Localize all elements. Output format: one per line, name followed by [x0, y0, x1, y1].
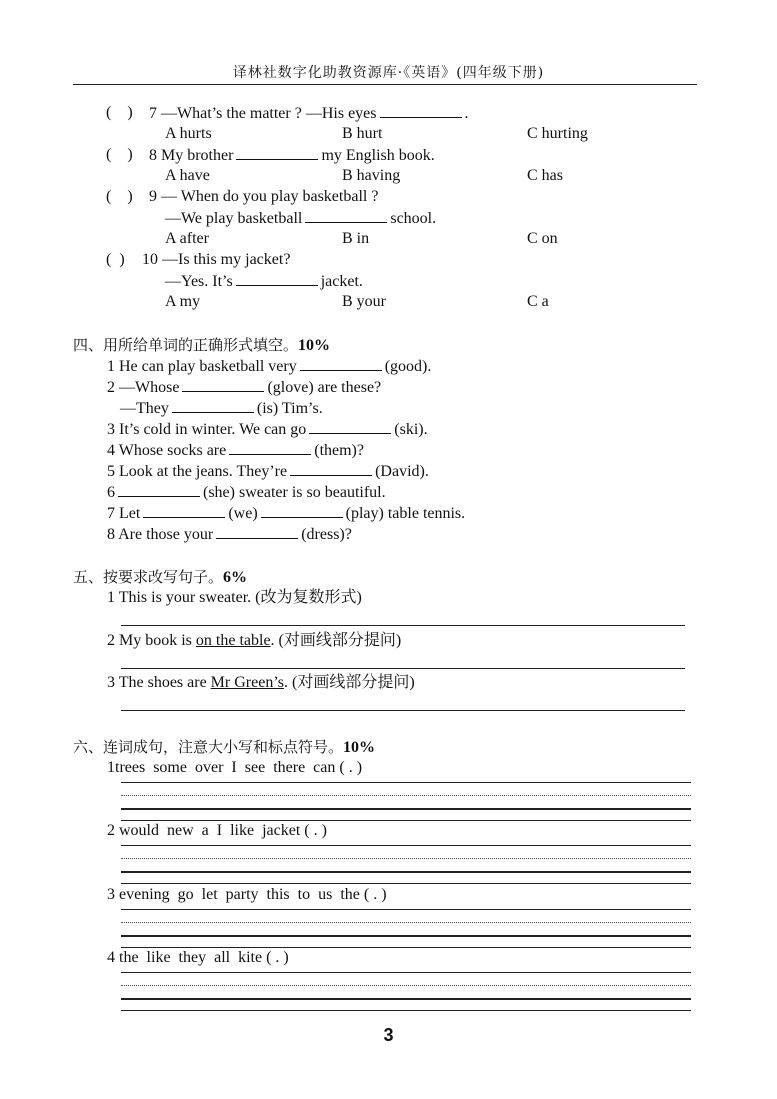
answer-blank[interactable]	[118, 482, 200, 497]
writing-baseline[interactable]	[121, 871, 691, 873]
rewrite-item-2: 2 My book is on the table. (对画线部分提问)	[107, 632, 402, 649]
answer-line[interactable]	[121, 625, 685, 626]
writing-line-dotted	[121, 858, 691, 859]
answer-blank[interactable]	[300, 356, 382, 371]
answer-blank[interactable]	[236, 145, 318, 160]
answer-blank[interactable]	[143, 503, 225, 518]
writing-line[interactable]	[121, 909, 691, 910]
question-8: 8 My brother my English book.	[149, 147, 435, 164]
writing-line-dotted	[121, 795, 691, 796]
fill-item-5: 5 Look at the jeans. They’re (David).	[107, 463, 429, 480]
fill-item-2: 2 —Whose (glove) are these?	[107, 379, 382, 396]
option-a: A have	[165, 167, 210, 184]
option-a: A my	[165, 293, 201, 310]
writing-baseline[interactable]	[121, 935, 691, 937]
fill-item-6: 6 (she) sweater is so beautiful.	[107, 484, 386, 501]
question-9-line2: —We play basketball school.	[165, 210, 437, 227]
rewrite-item-1: 1 This is your sweater. (改为复数形式)	[107, 589, 362, 606]
fill-item-1: 1 He can play basketball very (good).	[107, 358, 432, 375]
writing-line[interactable]	[121, 883, 691, 884]
question-7: 7 —What’s the matter ? —His eyes .	[149, 105, 469, 122]
answer-blank[interactable]	[229, 440, 311, 455]
option-c: C on	[527, 230, 558, 247]
writing-line[interactable]	[121, 1010, 691, 1011]
answer-paren[interactable]: ( )	[106, 251, 125, 268]
scramble-item-1: 1trees some over I see there can ( . )	[107, 759, 363, 776]
answer-blank[interactable]	[182, 377, 264, 392]
answer-blank[interactable]	[236, 271, 318, 286]
answer-blank[interactable]	[172, 398, 254, 413]
option-c: C has	[527, 167, 563, 184]
question-10-line2: —Yes. It’s jacket.	[165, 273, 363, 290]
fill-item-3: 3 It’s cold in winter. We can go (ski).	[107, 421, 428, 438]
option-c: C a	[527, 293, 549, 310]
scramble-item-2: 2 would new a I like jacket ( . )	[107, 822, 327, 839]
option-b: B in	[342, 230, 370, 247]
fill-item-4: 4 Whose socks are (them)?	[107, 442, 364, 459]
section5-heading: 五、按要求改写句子。6%	[73, 568, 248, 586]
question-10: 10 —Is this my jacket?	[142, 251, 291, 268]
header-title: 译林社数字化助教资源库·《英语》(四年级下册)	[232, 65, 545, 81]
answer-paren[interactable]: ( )	[106, 104, 133, 121]
answer-line[interactable]	[121, 668, 685, 669]
section6-heading: 六、连词成句，注意大小写和标点符号。10%	[73, 738, 376, 756]
writing-baseline[interactable]	[121, 808, 691, 810]
answer-line[interactable]	[121, 710, 685, 711]
option-b: B having	[342, 167, 401, 184]
option-b: B your	[342, 293, 386, 310]
answer-blank[interactable]	[290, 461, 372, 476]
answer-blank[interactable]	[309, 419, 391, 434]
writing-line[interactable]	[121, 972, 691, 973]
writing-line-dotted	[121, 922, 691, 923]
scramble-item-4: 4 the like they all kite ( . )	[107, 949, 289, 966]
answer-blank[interactable]	[380, 103, 462, 118]
scramble-item-3: 3 evening go let party this to us the ( . )	[107, 886, 387, 903]
page-number: 3	[383, 1025, 394, 1045]
answer-blank[interactable]	[216, 524, 298, 539]
writing-line[interactable]	[121, 845, 691, 846]
question-9: 9 — When do you play basketball ?	[149, 188, 379, 205]
writing-baseline[interactable]	[121, 998, 691, 1000]
header-rule	[73, 84, 697, 85]
option-b: B hurt	[342, 125, 383, 142]
rewrite-item-3: 3 The shoes are Mr Green’s. (对画线部分提问)	[107, 674, 415, 691]
writing-line[interactable]	[121, 782, 691, 783]
fill-item-8: 8 Are those your (dress)?	[107, 526, 352, 543]
option-c: C hurting	[527, 125, 588, 142]
fill-item-7: 7 Let (we) (play) table tennis.	[107, 505, 466, 522]
answer-paren[interactable]: ( )	[106, 146, 133, 163]
option-a: A hurts	[165, 125, 212, 142]
fill-item-2b: —They (is) Tim’s.	[120, 400, 323, 417]
writing-line-dotted	[121, 985, 691, 986]
answer-paren[interactable]: ( )	[106, 188, 133, 205]
answer-blank[interactable]	[261, 503, 343, 518]
option-a: A after	[165, 230, 209, 247]
answer-blank[interactable]	[305, 208, 387, 223]
section4-heading: 四、用所给单词的正确形式填空。10%	[73, 336, 331, 354]
